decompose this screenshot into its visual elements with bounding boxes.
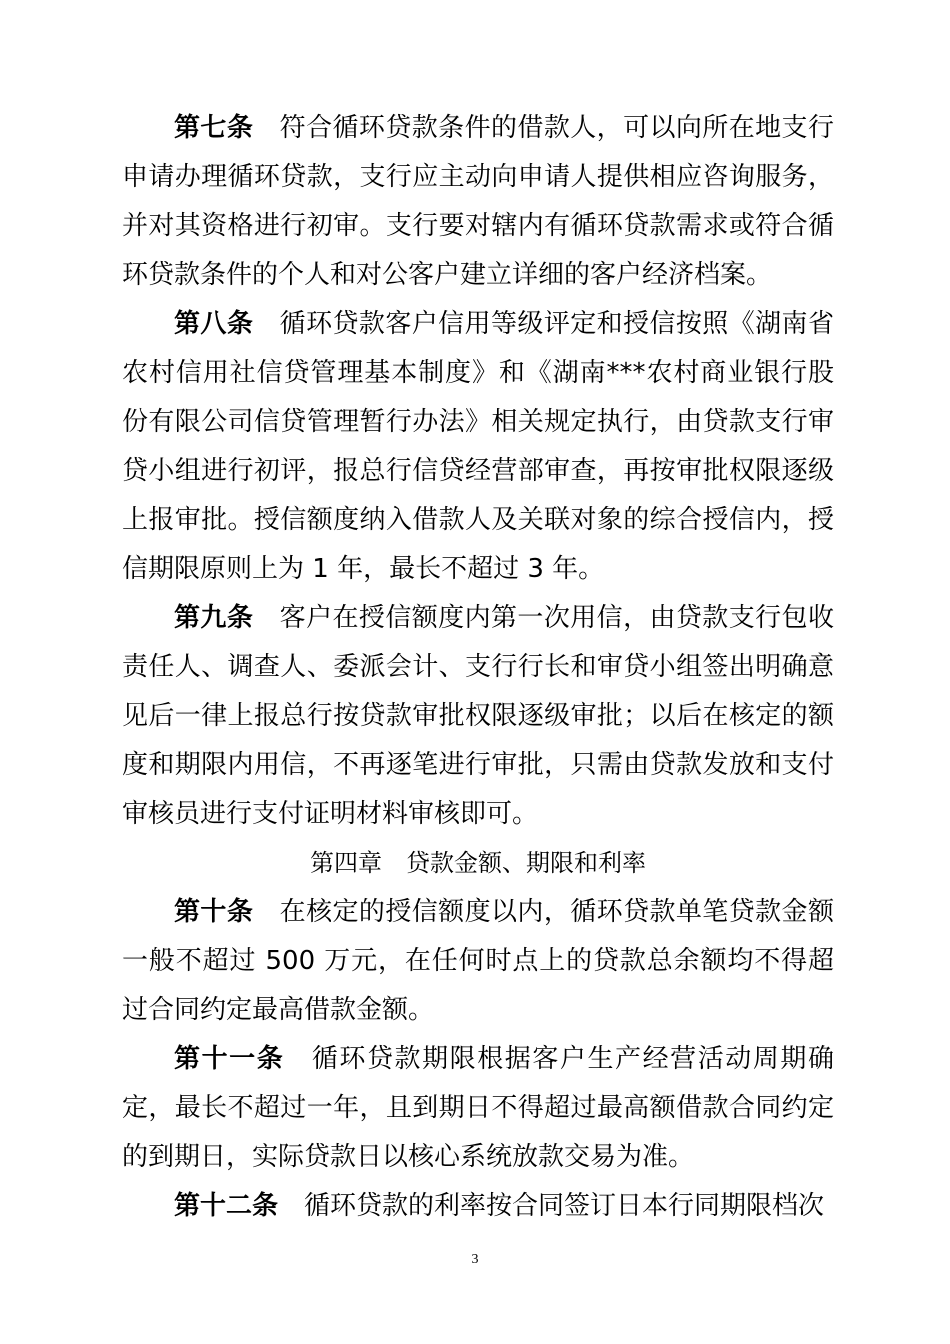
chapter-number: 第四章 bbox=[310, 849, 382, 877]
article-text: 客户在授信额度内第一次用信，由贷款支行包收责任人、调查人、委派会计、支行行长和审贷小组签出明确意见后一律上报总行按贷款审批权限逐级审批；以后在核定的额度和期限内用信，不再逐笔进行审批，只需由贷款发放和支付审核员进行支付证明材料审核即可。 bbox=[122, 603, 834, 829]
article-number: 第八条 bbox=[174, 309, 254, 339]
article-text: 循环贷款期限根据客户生产经营活动周期确定，最长不超过一年，且到期日不得超过最高额借款合同约定的到期日，实际贷款日以核心系统放款交易为准。 bbox=[122, 1044, 834, 1172]
article-12 bbox=[122, 1182, 834, 1231]
article-number: 第九条 bbox=[174, 603, 254, 633]
document-body bbox=[122, 104, 834, 1231]
article-text: 符合循环贷款条件的借款人，可以向所在地支行申请办理循环贷款，支行应主动向申请人提供相应咨询服务，并对其资格进行初审。支行要对辖内有循环贷款需求或符合循环贷款条件的个人和对公客户建立详细的客户经济档案。 bbox=[122, 113, 834, 290]
chapter-heading bbox=[122, 839, 834, 888]
article-7 bbox=[122, 104, 834, 300]
article-number: 第十二条 bbox=[174, 1191, 279, 1221]
article-text: 循环贷款的利率按合同签订日本行同期限档次 bbox=[304, 1191, 825, 1221]
chapter-title: 贷款金额、期限和利率 bbox=[406, 849, 646, 877]
article-8 bbox=[122, 300, 834, 594]
article-11 bbox=[122, 1035, 834, 1182]
article-text: 在核定的授信额度以内，循环贷款单笔贷款金额一般不超过 500 万元，在任何时点上的贷款总余额均不得超过合同约定最高借款金额。 bbox=[122, 897, 834, 1025]
article-10 bbox=[122, 888, 834, 1035]
article-text: 循环贷款客户信用等级评定和授信按照《湖南省农村信用社信贷管理基本制度》和《湖南***农村商业银行股份有限公司信贷管理暂行办法》相关规定执行，由贷款支行审贷小组进行初评，报总行信贷经营部审查，再按审批权限逐级上报审批。授信额度纳入借款人及关联对象的综合授信内，授信期限原则上为 1 年，最长不超过 3 年。 bbox=[122, 309, 834, 584]
page-number: 3 bbox=[471, 1252, 479, 1267]
article-9 bbox=[122, 594, 834, 839]
article-number: 第七条 bbox=[174, 113, 254, 143]
article-number: 第十一条 bbox=[174, 1044, 285, 1074]
article-number: 第十条 bbox=[174, 897, 254, 927]
